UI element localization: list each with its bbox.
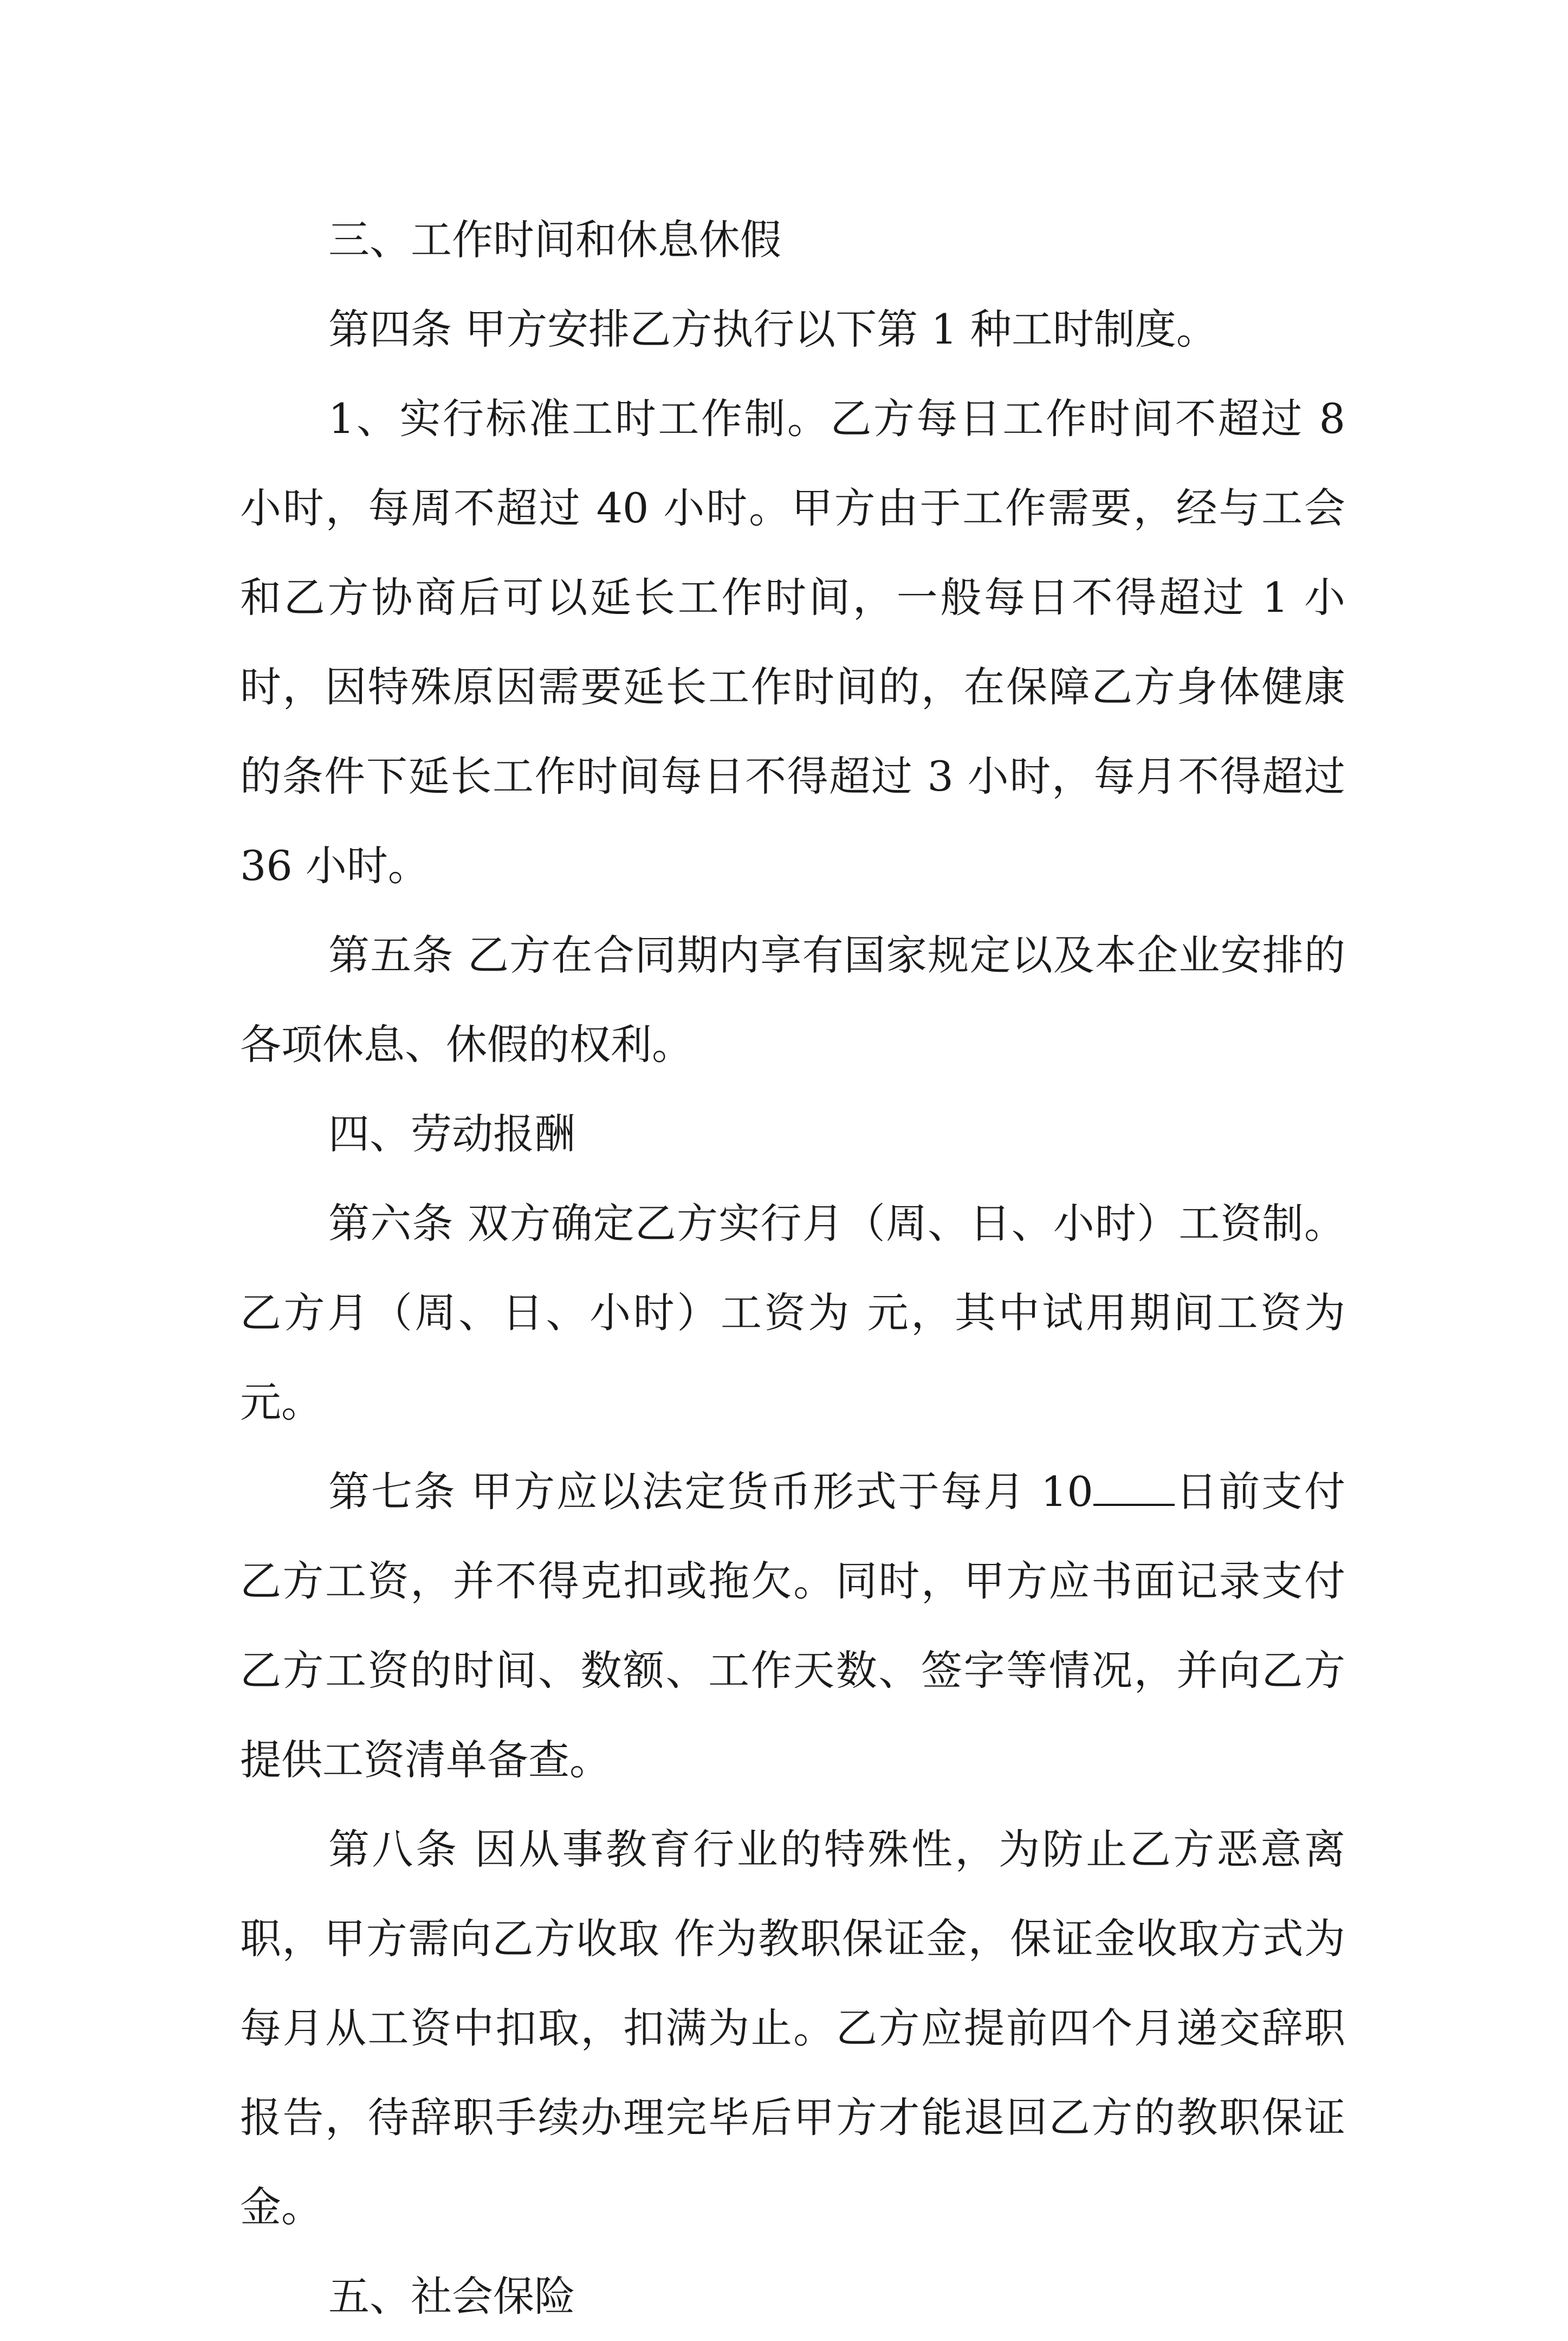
section-heading-5: 五、社会保险 bbox=[328, 2272, 575, 2320]
article-7-text-before: 第七条 甲方应以法定货币形式于每月 10 bbox=[328, 1467, 1093, 1516]
section-heading-4: 四、劳动报酬 bbox=[328, 1110, 575, 1158]
article-6: 第六条 双方确定乙方实行月（周、日、小时）工资制。乙方月（周、日、小时）工资为 元，其中试用期间工资为 元。 bbox=[240, 1199, 1345, 1426]
document-body bbox=[240, 195, 1345, 2341]
section-heading-3: 三、工作时间和休息休假 bbox=[328, 216, 781, 264]
article-4-item-1: 1、实行标准工时工作制。乙方每日工作时间不超过 8 小时，每周不超过 40 小时。甲方由于工作需要，经与工会和乙方协商后可以延长工作时间，一般每日不得超过 1 小时，因特殊原因需要延长工作时间的，在保障乙方身体健康的条件下延长工作时间每日不得超过 3 小时，每月不得超过 36 小时。 bbox=[240, 395, 1345, 890]
article-7 bbox=[240, 1447, 1345, 1805]
blank-underline bbox=[1093, 1499, 1175, 1506]
article-7-text-after: 日前支付乙方工资，并不得克扣或拖欠。同时，甲方应书面记录支付乙方工资的时间、数额、工作天数、签字等情况，并向乙方提供工资清单备查。 bbox=[240, 1467, 1346, 1784]
article-5: 第五条 乙方在合同期内享有国家规定以及本企业安排的各项休息、休假的权利。 bbox=[240, 931, 1345, 1069]
article-4: 第四条 甲方安排乙方执行以下第 1 种工时制度。 bbox=[328, 305, 1217, 353]
article-8: 第八条 因从事教育行业的特殊性，为防止乙方恶意离职，甲方需向乙方收取 作为教职保证金，保证金收取方式为每月从工资中扣取，扣满为止。乙方应提前四个月递交辞职报告，待辞职手续办理完毕后甲方才能退回乙方的教职保证金。 bbox=[240, 1825, 1345, 2231]
